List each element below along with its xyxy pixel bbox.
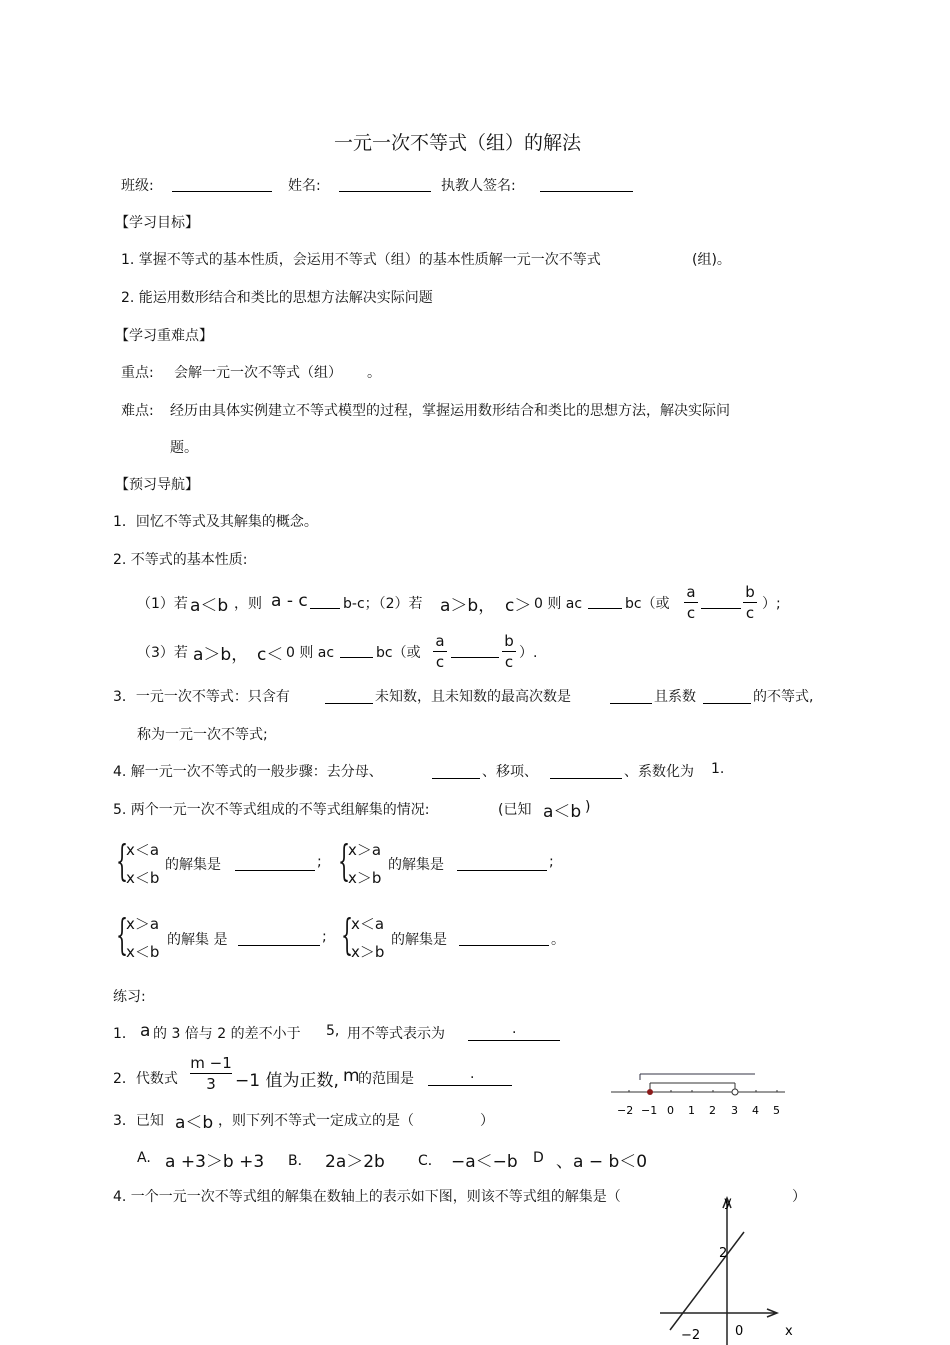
y-label: y	[724, 1195, 732, 1210]
system2: x＞a x＞b	[348, 841, 382, 887]
prop1-c: ，则	[234, 596, 262, 612]
goal-2: 2. 能运用数形结合和类比的思想方法解决实际问题	[121, 290, 433, 306]
prop1-b: a＜b	[190, 596, 229, 616]
preview-5-cond: a＜b	[543, 802, 582, 822]
q1-dot: .	[512, 1021, 517, 1037]
preview-4c: 、系数化为	[624, 764, 694, 780]
tick-label: 2	[709, 1104, 716, 1117]
option-c-label[interactable]: C．	[418, 1153, 442, 1169]
tick-label: 1	[688, 1104, 695, 1117]
prop1-frac-a: a c	[684, 583, 698, 622]
number-line-figure	[605, 1068, 795, 1120]
tick-label: 3	[731, 1104, 738, 1117]
option-c[interactable]: −a＜−b	[451, 1152, 518, 1172]
filled-point	[647, 1089, 653, 1095]
prop1-h: 0 则 ac	[534, 596, 583, 612]
system3-text: 的解集 是	[167, 932, 228, 948]
system1-end: ;	[317, 854, 322, 870]
goal-1-tail: (组)。	[692, 252, 731, 268]
teacher-label: 执教人签名:	[441, 178, 516, 194]
q4-close: ）	[792, 1189, 806, 1205]
preview-3a: 3．一元一次不等式：只含有	[113, 689, 290, 705]
preview-5-close: )	[585, 799, 591, 815]
preview-4-blank1[interactable]	[432, 764, 480, 779]
q3-text: ，则下列不等式一定成立的是（	[218, 1113, 414, 1129]
preview-4a: 4. 解一元一次不等式的一般步骤：去分母、	[113, 764, 383, 780]
prop1-f: a＞b，	[440, 596, 496, 616]
line-graph-figure	[660, 1188, 810, 1345]
tick-label: −2	[617, 1104, 634, 1117]
system3-brace: {	[116, 910, 129, 959]
section-preview: 【预习导航】	[115, 477, 199, 493]
system4: x＜a x＞b	[351, 915, 385, 961]
option-b[interactable]: 2a＞2b	[325, 1152, 385, 1172]
section-goals: 【学习目标】	[115, 215, 199, 231]
system1: x＜a x＜b	[126, 841, 160, 887]
preview-3-blank1[interactable]	[325, 689, 373, 704]
prop2-c: c＜	[257, 645, 284, 665]
class-label: 班级:	[121, 178, 154, 194]
x-label: x	[785, 1324, 793, 1339]
preview-4b: 、移项、	[482, 764, 538, 780]
prop2-f: ）.	[519, 645, 538, 661]
class-blank[interactable]	[172, 177, 272, 192]
open-point	[732, 1089, 738, 1095]
difficulty-label: 难点:	[121, 403, 154, 419]
option-d-label[interactable]: D	[533, 1150, 544, 1166]
q3-num: 3．已知	[113, 1113, 164, 1129]
q1-num: 1．	[113, 1026, 136, 1042]
system2-end: ;	[549, 854, 554, 870]
system1-text: 的解集是	[165, 857, 221, 873]
goal-1: 1. 掌握不等式的基本性质，会运用不等式（组）的基本性质解一元一次不等式	[121, 252, 601, 268]
option-b-label[interactable]: B．	[288, 1153, 312, 1169]
q4-text: 4. 一个一元一次不等式组的解集在数轴上的表示如下图，则该不等式组的解集是（	[113, 1189, 621, 1205]
preview-2: 2. 不等式的基本性质:	[113, 552, 248, 568]
prop2-a: （3）若	[137, 645, 188, 661]
option-a-label[interactable]: A.	[137, 1150, 151, 1166]
system3-end: ;	[322, 929, 327, 945]
system4-blank[interactable]	[459, 931, 549, 946]
preview-3d: 的不等式,	[753, 689, 814, 705]
system4-brace: {	[341, 910, 354, 959]
prop1-a: （1）若	[137, 596, 188, 612]
option-d[interactable]: 、a − b＜0	[556, 1152, 648, 1172]
key-label: 重点:	[121, 365, 154, 381]
prop2-blank1[interactable]	[340, 643, 373, 658]
q2-frac: m −1 3	[190, 1054, 232, 1093]
prop2-e: bc（或	[376, 645, 421, 661]
q2-num: 2．代数式	[113, 1071, 178, 1087]
difficulty-text-2: 题。	[170, 440, 198, 456]
system2-blank[interactable]	[457, 856, 547, 871]
prop1-g: c＞	[505, 596, 532, 616]
prop2-frac-b: b c	[502, 632, 516, 671]
y-intercept-label: 2	[719, 1246, 728, 1261]
system1-brace: {	[116, 836, 129, 885]
preview-5: 5. 两个一元一次不等式组成的不等式组解集的情况:	[113, 802, 430, 818]
key-end: 。	[367, 365, 381, 381]
graph-line	[670, 1232, 744, 1330]
q3-cond: a＜b	[175, 1113, 214, 1133]
prop1-blank2[interactable]	[588, 594, 622, 609]
tick-label: 5	[773, 1104, 780, 1117]
x-intercept-label: −2	[681, 1328, 701, 1343]
prop1-blank1[interactable]	[310, 594, 340, 609]
q1-text2: 用不等式表示为	[347, 1026, 445, 1042]
q1-text: 的 3 倍与 2 的差不小于	[153, 1026, 301, 1042]
difficulty-text: 经历由具体实例建立不等式模型的过程，掌握运用数形结合和类比的思想方法，解决实际问	[170, 403, 730, 419]
prop2-frac-a: a c	[433, 632, 447, 671]
preview-3b: 未知数，且未知数的最高次数是	[375, 689, 571, 705]
tick-label: −1	[641, 1104, 658, 1117]
prop1-blank3[interactable]	[701, 594, 741, 609]
system3-blank[interactable]	[238, 931, 320, 946]
prop2-blank2[interactable]	[451, 643, 499, 658]
name-label: 姓名:	[288, 178, 321, 194]
preview-5-note: (已知	[498, 802, 532, 818]
tick-label: 0	[667, 1104, 674, 1117]
option-a[interactable]: a +3＞b +3	[165, 1152, 265, 1172]
prop2-d: 0 则 ac	[286, 645, 335, 661]
tick-label: 4	[752, 1104, 759, 1117]
preview-3c: 且系数	[654, 689, 696, 705]
system2-text: 的解集是	[388, 857, 444, 873]
prop1-d: a - c	[271, 591, 308, 611]
prop1-frac-b: b c	[743, 583, 757, 622]
q2-dot: .	[470, 1066, 475, 1082]
system2-brace: {	[338, 836, 351, 885]
q1-five: 5,	[326, 1023, 340, 1039]
q2-var: m	[343, 1066, 360, 1086]
origin-label: 0	[735, 1324, 744, 1339]
section-keys: 【学习重难点】	[115, 328, 213, 344]
page-title: 一元一次不等式（组）的解法	[334, 132, 582, 154]
system4-text: 的解集是	[391, 932, 447, 948]
system3: x＞a x＜b	[126, 915, 160, 961]
prop1-e: b-c；（2）若	[343, 596, 423, 612]
preview-1: 1．回忆不等式及其解集的概念。	[113, 514, 318, 530]
prop2-b: a＞b，	[193, 645, 249, 665]
q2-text2: 的范围是	[358, 1071, 414, 1087]
key-text: 会解一元一次不等式（组）	[174, 365, 342, 381]
preview-4d: 1.	[711, 761, 725, 777]
preview-3e: 称为一元一次不等式;	[137, 727, 268, 743]
name-blank[interactable]	[339, 177, 431, 192]
preview-3-blank2[interactable]	[610, 689, 652, 704]
q1-var: a	[140, 1021, 151, 1041]
practice-heading: 练习:	[113, 989, 146, 1005]
prop1-i: bc（或	[625, 596, 670, 612]
system1-blank[interactable]	[235, 856, 315, 871]
q3-close: ）	[480, 1113, 494, 1129]
preview-3-blank3[interactable]	[703, 689, 751, 704]
preview-4-blank2[interactable]	[550, 764, 622, 779]
prop1-j: ）;	[762, 596, 781, 612]
teacher-blank[interactable]	[540, 177, 633, 192]
system4-end: 。	[551, 932, 565, 948]
q2-text: −1 值为正数,	[235, 1071, 339, 1091]
